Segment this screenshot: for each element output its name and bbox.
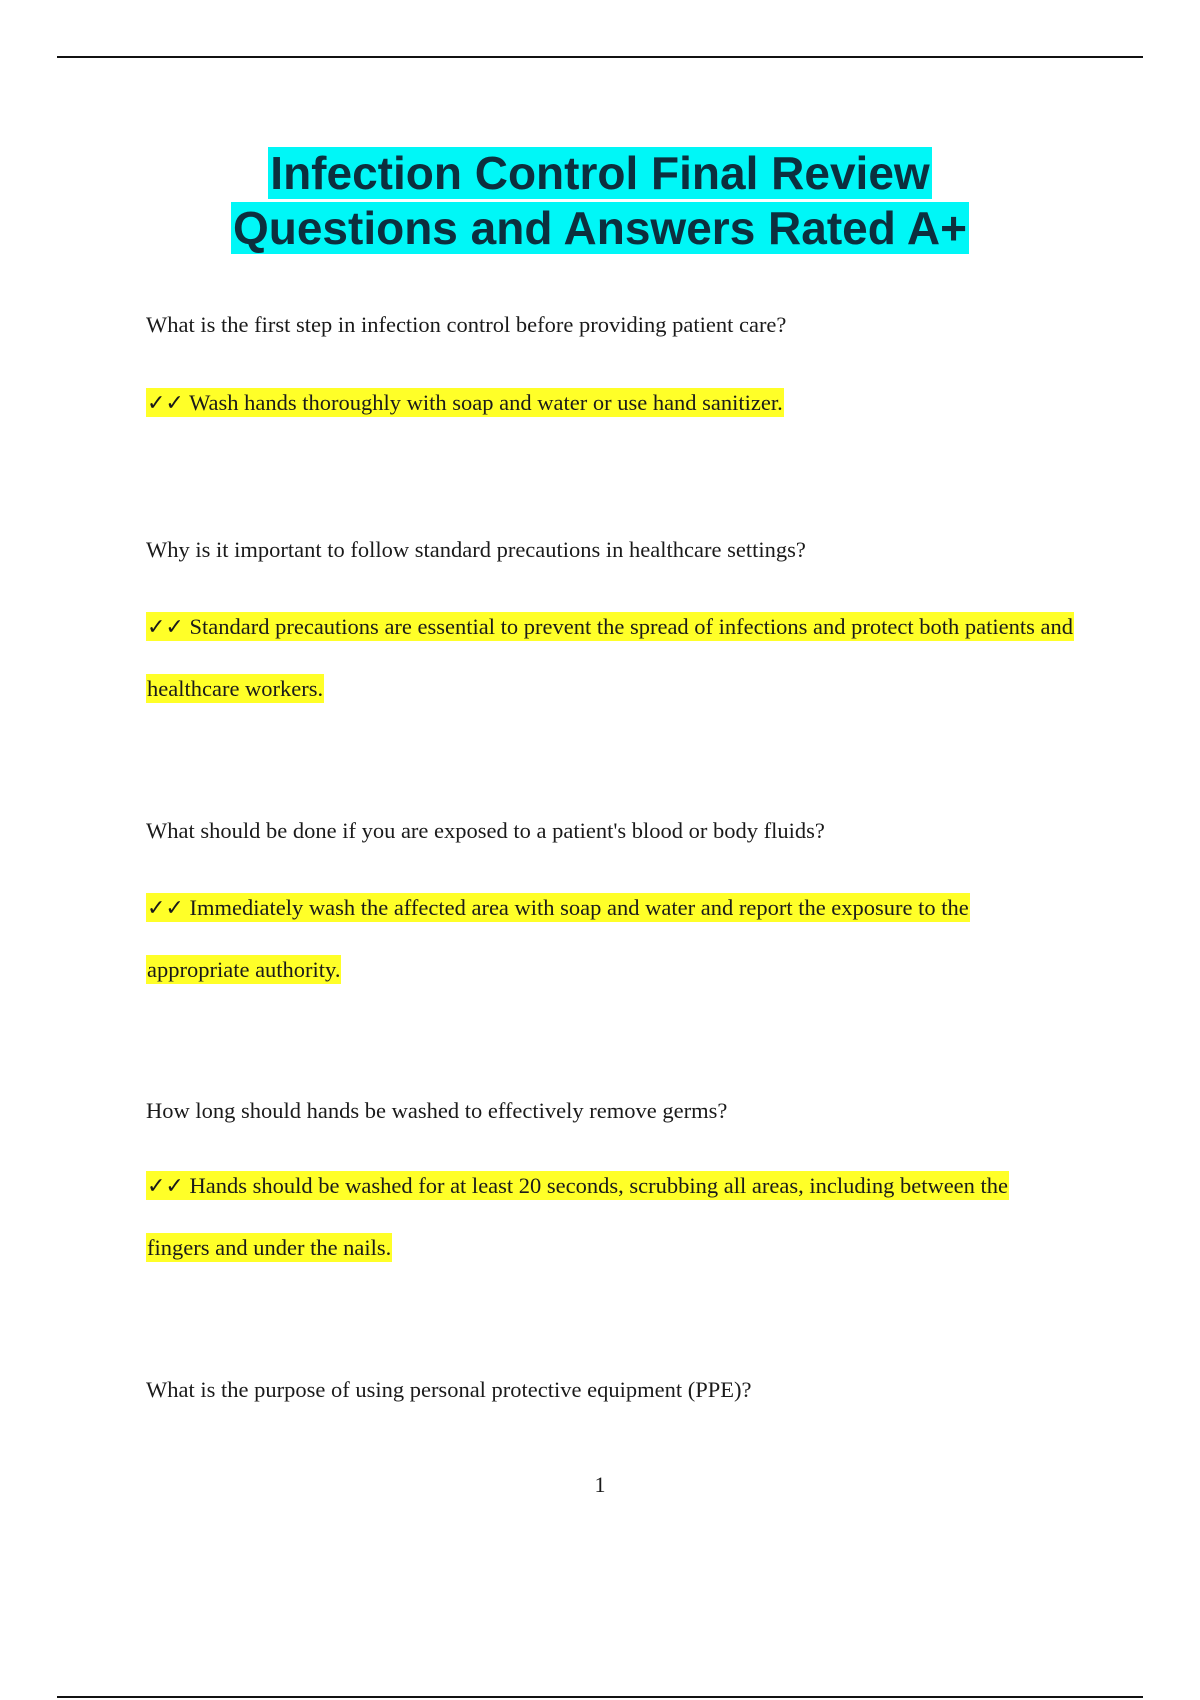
check-icon: ✓✓ (147, 391, 184, 416)
title-line-2: Questions and Answers Rated A+ (232, 202, 968, 254)
check-icon: ✓✓ (147, 896, 184, 921)
answer-1 (146, 372, 1076, 434)
answer-3-highlight (146, 893, 970, 984)
answer-1-highlight (146, 388, 784, 417)
question-2: Why is it important to follow standard precautions in healthcare settings? (146, 537, 806, 562)
answer-4 (146, 1155, 1076, 1278)
question-3: What should be done if you are exposed to a patient's blood or body fluids? (146, 818, 825, 843)
question-1: What is the first step in infection control before providing patient care? (146, 312, 787, 337)
answer-2-text: Standard precautions are essential to prevent the spread of infections and protect both patients and healthcare workers. (147, 614, 1073, 701)
question-4: How long should hands be washed to effectively remove germs? (146, 1098, 728, 1123)
answer-3 (146, 877, 1076, 1000)
title-line-1: Infection Control Final Review (270, 147, 930, 199)
answer-2 (146, 596, 1076, 719)
answer-1-text: Wash hands thoroughly with soap and water or use hand sanitizer. (189, 390, 783, 415)
check-icon: ✓✓ (147, 615, 184, 640)
question-5: What is the purpose of using personal protective equipment (PPE)? (146, 1377, 752, 1402)
answer-3-text: Immediately wash the affected area with soap and water and report the exposure to the appropriate authority. (147, 895, 969, 982)
answer-4-text: Hands should be washed for at least 20 seconds, scrubbing all areas, including between the fingers and under the nails. (147, 1173, 1009, 1260)
check-icon: ✓✓ (147, 1174, 184, 1199)
top-rule (57, 56, 1143, 58)
answer-2-highlight (146, 612, 1074, 703)
bottom-rule (57, 1696, 1143, 1698)
answer-4-highlight (146, 1171, 1009, 1262)
page-number: 1 (594, 1472, 606, 1497)
document-title (0, 146, 1200, 256)
